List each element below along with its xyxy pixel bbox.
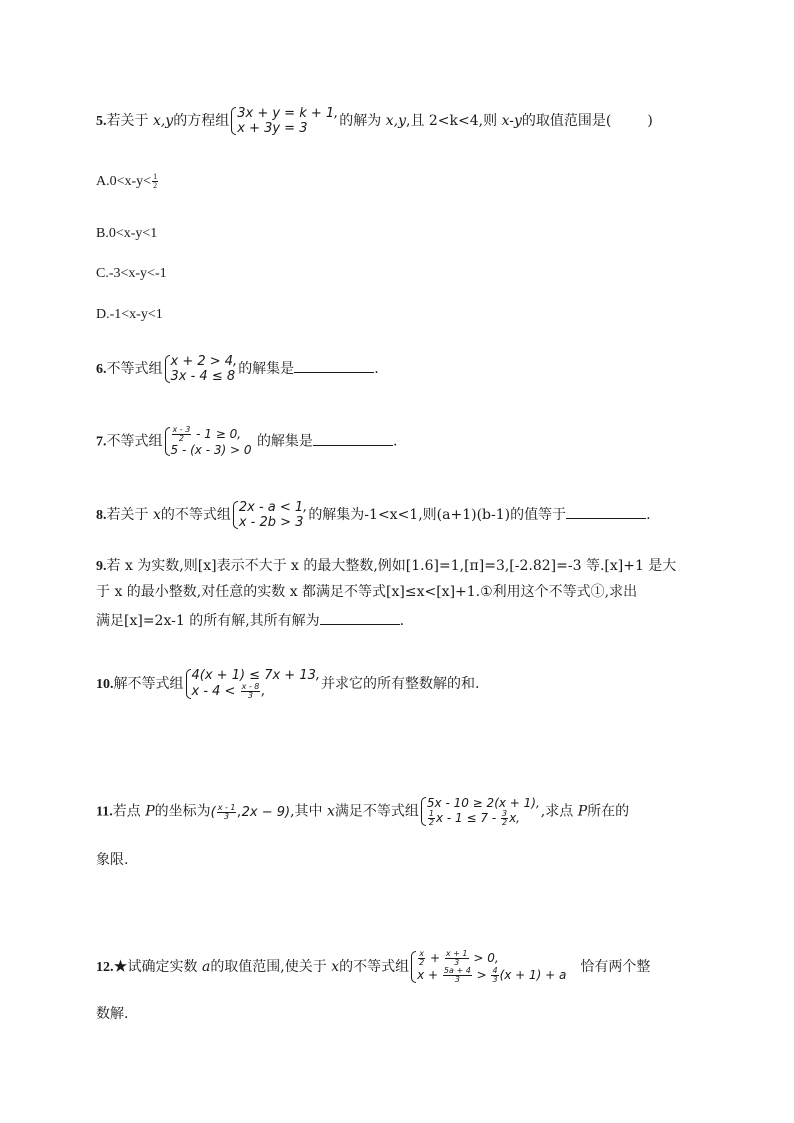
frac-num: 3 [501, 809, 508, 818]
q11-eq2-mid: x - 1 ≤ 7 - [436, 811, 500, 825]
q12-number: 12. [96, 960, 114, 975]
q7-eq1-rest: - 1 ≥ 0, [192, 427, 242, 441]
frac-num: x - 1 [217, 802, 236, 812]
q5-expr: x-y [501, 113, 522, 129]
q7-end: . [392, 433, 398, 450]
frac-den: 2 [178, 434, 184, 443]
q6-text-pre: 不等式组 [106, 361, 163, 377]
frac-den: 3 [247, 691, 254, 700]
q8-end: . [646, 507, 651, 523]
q10-eq1: 4(x + 1) ≤ 7x + 13, [191, 668, 320, 683]
q9-line2-row: 于 x 的最小整数,对任意的实数 x 都满足不等式[x]≤x<[x]+1.①利用这个不等式①,求出 [96, 584, 638, 600]
question-6 [96, 354, 734, 384]
q11-text-post2: 所在的 [587, 803, 630, 820]
frac-den: 2 [428, 818, 434, 827]
q7-inequality-system [164, 426, 252, 457]
q12-eq2-gt: > [472, 968, 491, 982]
q10-eq2-post: , [261, 684, 266, 699]
star-icon: ★ [113, 959, 128, 975]
frac-num: x [419, 949, 425, 958]
frac-num: x - 8 [241, 682, 260, 691]
q12-eq1-end: > 0, [469, 951, 499, 965]
q11-text-post: ,求点 [540, 803, 574, 820]
q12-eq2-end: (x + 1) + a [499, 968, 567, 982]
q11-number: 11. [96, 804, 113, 820]
q8-inequality-system [232, 500, 307, 530]
q10-fraction [241, 683, 261, 700]
q5-vars2: x,y [385, 113, 406, 129]
q5-eq1: 3x + y = k + 1, [237, 106, 339, 121]
q5-close-paren: ) [647, 113, 653, 129]
q8-eq1: 2x - a < 1, [238, 500, 308, 515]
q11-coord-fraction [217, 804, 237, 821]
q5-option-a-text: A.0<x-y< [96, 174, 152, 189]
q5-option-d: D.-1<x-y<1 [96, 307, 163, 322]
q10-text-post: 并求它的所有整数解的和. [321, 676, 480, 692]
q11-var: x [327, 803, 335, 820]
question-12 [96, 950, 734, 984]
frac-num: x - 3 [172, 425, 191, 434]
q12-eq1-plus: + [426, 951, 444, 965]
q11-eq2-frac1 [428, 810, 435, 827]
q9-line3-row [96, 610, 734, 631]
q9-line3: 满足[x]=2x-1 的所有解,其所有解为 [96, 613, 320, 629]
q10-eq2-pre: x - 4 < [191, 684, 240, 699]
q5-text-pre: 若关于 [106, 113, 149, 129]
question-11 [96, 796, 734, 827]
q7-text-pre: 不等式组 [106, 433, 163, 450]
q8-var: x [152, 507, 161, 523]
q9-end: . [399, 613, 405, 629]
q8-number: 8. [96, 508, 107, 523]
q12-text-mid2: 的不等式组 [339, 959, 410, 975]
q5-number: 5. [96, 114, 107, 129]
q7-number: 7. [96, 434, 107, 450]
q10-text-pre: 解不等式组 [113, 676, 184, 692]
frac-num: 4 [492, 966, 498, 975]
q12-eq1 [417, 950, 566, 967]
q10-eq2 [192, 683, 321, 700]
question-9 [96, 554, 734, 579]
q12-inequality-system [410, 950, 566, 984]
q5-text-mid2: 的解为 [339, 113, 382, 129]
q10-inequality-system [185, 668, 321, 700]
q8-text-post: 的解集为-1<x<1,则(a+1)(b-1)的值等于 [308, 507, 567, 523]
q8-text-mid: 的不等式组 [160, 507, 231, 523]
q11-eq2-end: x, [509, 811, 520, 825]
q11-eq1: 5x - 10 ≥ 2(x + 1), [426, 796, 540, 810]
q5-vars: x,y [152, 113, 174, 129]
q6-inequality-system [164, 354, 238, 384]
q6-end: . [374, 361, 379, 377]
q7-text-post: 的解集是 [256, 433, 313, 450]
q7-answer-blank[interactable] [313, 431, 393, 446]
q11-text-mid1: 的坐标为 [154, 803, 211, 820]
q12-eq2-frac2 [491, 967, 498, 984]
q12-eq1-frac1 [418, 950, 425, 967]
question-10 [96, 668, 734, 700]
q5-option-b: B.0<x-y<1 [96, 226, 158, 241]
q8-text-pre: 若关于 [106, 507, 149, 523]
q8-eq2: x - 2b > 3 [238, 515, 304, 530]
q11-point-p2: P [577, 803, 588, 820]
q5-option-a [96, 172, 734, 192]
q11-eq2-frac2 [501, 810, 508, 827]
q11-point-p: P [145, 803, 155, 820]
q6-answer-blank[interactable] [294, 358, 374, 373]
q6-eq1: x + 2 > 4, [170, 354, 238, 369]
frac-num: x + 1 [445, 949, 468, 958]
q11-coordinate: ( $\frac{x - 1}{3}$ ,2x − 9) [210, 802, 291, 821]
question-8 [96, 500, 734, 530]
q11-text-mid3: 满足不等式组 [334, 803, 419, 820]
frac-den: 2 [153, 181, 158, 191]
q5-condition: ,且 2<k<4,则 [406, 113, 498, 129]
q8-answer-blank[interactable] [566, 504, 646, 519]
q11-line2: 象限. [96, 852, 129, 868]
q7-fraction [172, 426, 192, 443]
q5-text-post: 的取值范围是( [521, 113, 612, 129]
frac-den: 3 [454, 975, 460, 984]
q11-inequality-system [420, 796, 540, 827]
q12-eq2 [417, 967, 566, 984]
q11-text-mid2: ,其中 [290, 803, 323, 820]
q11-eq2 [427, 810, 540, 827]
q12-text-mid: 的取值范围,使关于 [210, 959, 327, 975]
frac-den: 2 [419, 958, 425, 967]
q7-eq1 [171, 426, 252, 443]
question-7 [96, 426, 734, 457]
q12-text-post: 恰有两个整 [580, 959, 651, 975]
q9-number: 9. [96, 559, 107, 574]
q9-answer-blank[interactable] [320, 610, 400, 625]
frac-den: 3 [224, 811, 230, 821]
frac-num: 1 [153, 172, 158, 182]
q9-line1: 若 x 为实数,则[x]表示不大于 x 的最大整数,例如[1.6]=1,[π]=3,[-2.82]=-3 等.[x]+1 是大 [106, 558, 677, 574]
q12-var-x: x [331, 959, 340, 975]
question-5 [96, 106, 734, 136]
q11-text-pre: 若点 [112, 803, 141, 820]
q12-eq2-frac1 [443, 967, 472, 984]
q10-number: 10. [96, 677, 114, 692]
q5-text-mid: 的方程组 [173, 113, 230, 129]
q11-coord-rest: ,2x − 9 [237, 804, 286, 820]
q5-eq2: x + 3y = 3 [237, 121, 308, 136]
q12-text-pre: 试确定实数 [127, 959, 198, 975]
q5-option-a-fraction [152, 173, 158, 190]
q12-eq2-x: x + [417, 968, 442, 982]
q12-var-a: a [201, 959, 211, 975]
q5-option-c: C.-3<x-y<-1 [96, 266, 167, 281]
q6-text-post: 的解集是 [238, 361, 295, 377]
frac-num: 5a + 4 [443, 966, 471, 975]
frac-den: 3 [492, 975, 498, 984]
frac-den: 2 [501, 818, 508, 827]
frac-num: 1 [428, 809, 434, 818]
q5-equation-system [230, 106, 338, 136]
q6-eq2: 3x - 4 ≤ 8 [170, 369, 236, 384]
q7-eq2: 5 - (x - 3) > 0 [170, 443, 252, 457]
q12-line2: 数解. [96, 1006, 129, 1022]
q12-eq1-frac2 [445, 950, 469, 967]
q6-number: 6. [96, 362, 107, 377]
frac-den: 3 [454, 958, 460, 967]
